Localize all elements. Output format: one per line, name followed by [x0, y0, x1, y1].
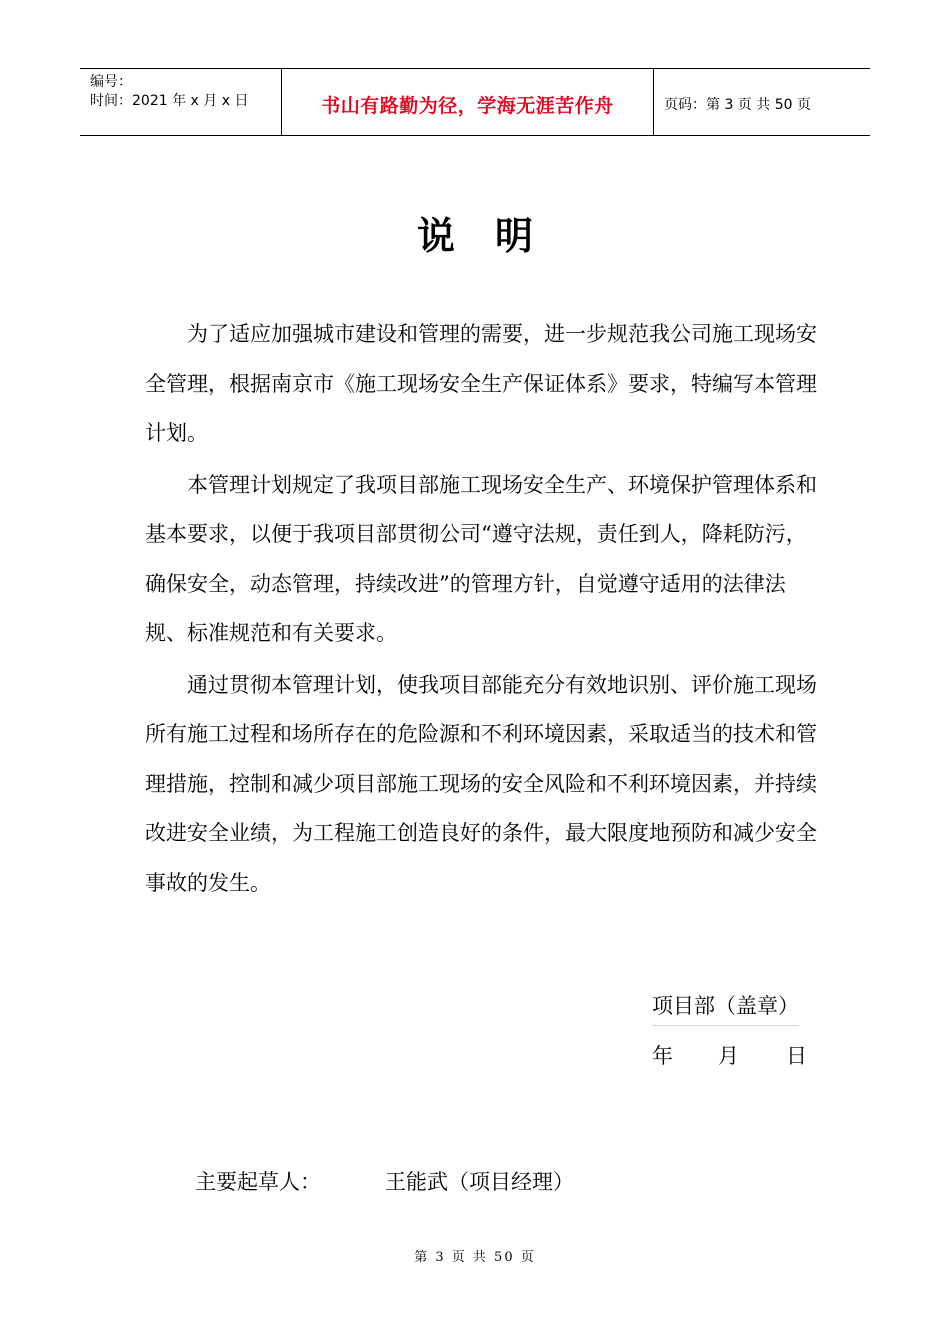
- page-title: 说明: [416, 214, 573, 258]
- paragraph-1: 为了适应加强城市建设和管理的需要，进一步规范我公司施工现场安全管理，根据南京市《施工现场安全生产保证体系》要求，特编写本管理计划。: [145, 322, 817, 445]
- header-page-info: 页码：第 3 页 共 50 页: [664, 97, 811, 113]
- paragraph-3: 通过贯彻本管理计划，使我项目部能充分有效地识别、评价施工现场所有施工过程和场所存在的危险源和不利环境因素，采取适当的技术和管理措施，控制和减少项目部施工现场的安全风险和不利环境因素，并持续改进安全业绩，为工程施工创造良好的条件，最大限度地预防和减少安全事故的发生。: [145, 672, 817, 895]
- header-meta: [80, 69, 281, 135]
- date-day: 日: [786, 1044, 807, 1068]
- header-motto: 书山有路勤为径，学海无涯苦作舟: [321, 94, 614, 117]
- drafter-line: [195, 1166, 574, 1196]
- seal-line: 项目部（盖章）: [652, 990, 799, 1026]
- page-footer: 第 3 页 共 50 页: [414, 1250, 536, 1265]
- date-year: 年: [652, 1044, 673, 1068]
- date-line: [652, 1040, 807, 1070]
- paragraph-2: 本管理计划规定了我项目部施工现场安全生产、环境保护管理体系和基本要求，以便于我项目部贯彻公司“遵守法规，责任到人，降耗防污，确保安全，动态管理，持续改进”的管理方针，自觉遵守适用的法律法规、标准规范和有关要求。: [145, 472, 817, 645]
- page-header: [80, 68, 870, 136]
- drafter-label: 主要起草人：: [195, 1170, 321, 1194]
- header-motto-cell: [281, 69, 654, 135]
- header-number: 编号：: [90, 74, 132, 90]
- document-body: [145, 310, 825, 910]
- date-month: 月: [718, 1044, 739, 1068]
- drafter-name: 王能武（项目经理）: [385, 1170, 574, 1194]
- header-time: 时间：2021 年 x 月 x 日: [90, 93, 249, 109]
